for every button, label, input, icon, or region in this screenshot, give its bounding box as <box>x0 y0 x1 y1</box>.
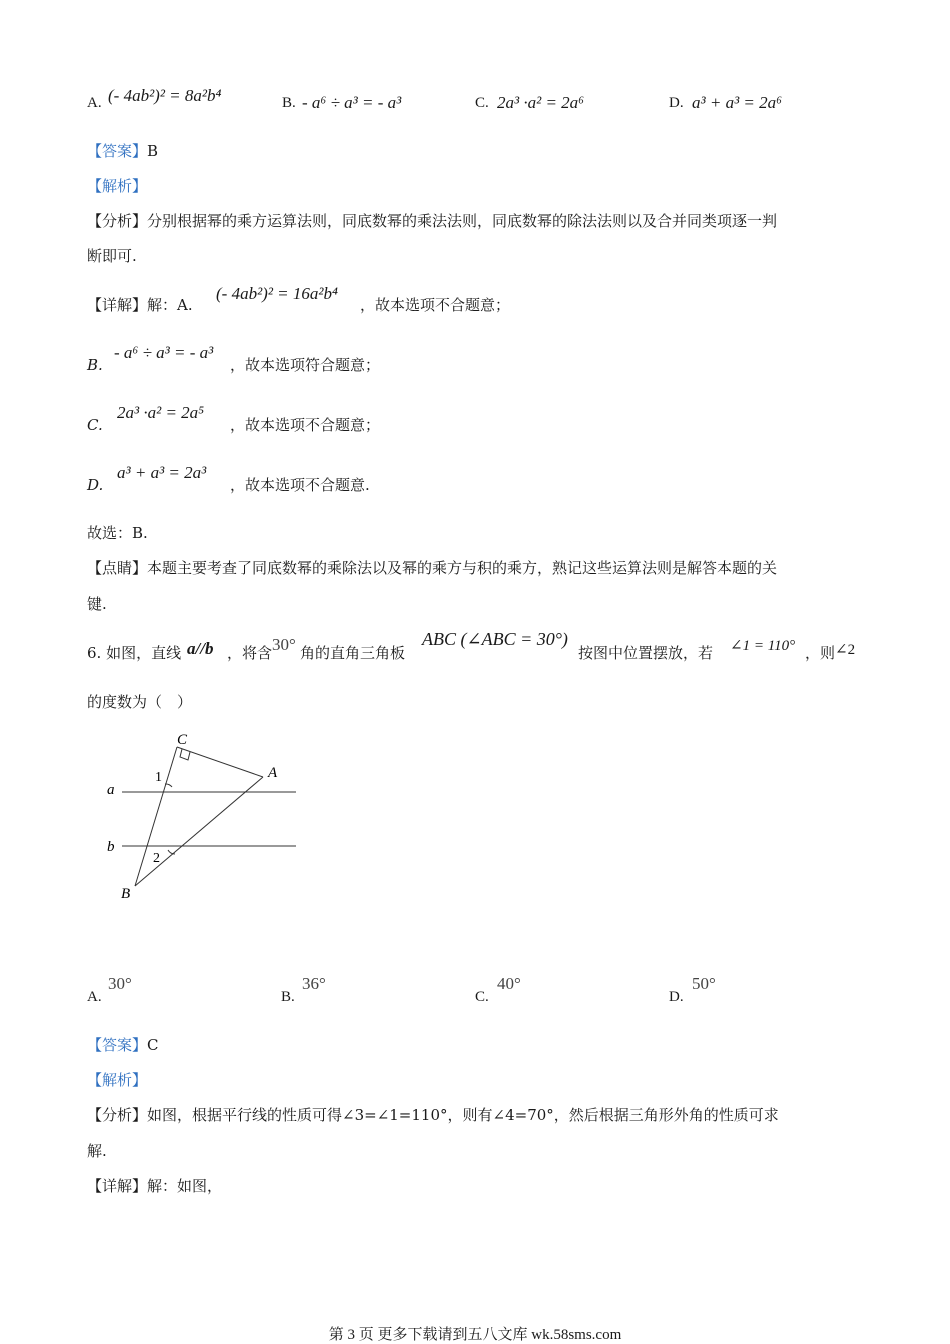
q6-option-d-letter: D. <box>669 989 684 1005</box>
answer-tag: 【答案】 <box>87 142 148 160</box>
label-angle-1: 1 <box>155 770 162 785</box>
detail-tag: 【详解】 <box>87 296 148 314</box>
q5-detail-c-expr: 2a³ ·a² = 2a⁵ <box>117 403 205 422</box>
q5-analysis-line2: 断即可. <box>87 247 137 265</box>
label-c: C <box>177 732 188 748</box>
q5-detail-b-text: ，故本选项符合题意； <box>230 356 381 374</box>
side-ca <box>177 747 263 777</box>
answer-tag: 【答案】 <box>87 1036 148 1054</box>
q6-option-a-letter: A. <box>87 989 102 1005</box>
q5-option-b-letter: B. <box>282 95 296 111</box>
q6-detail <box>87 1174 222 1198</box>
q6-stem-part1: 6. 如图，直线 <box>87 644 182 662</box>
answer-value: B <box>147 142 159 160</box>
q5-option-c-expr: 2a³ ·a² = 2a⁶ <box>497 93 585 112</box>
q6-stem-line2: 的度数为（ ） <box>87 693 193 711</box>
q6-answer <box>87 1033 159 1057</box>
q5-detail-b-expr: - a⁶ ÷ a³ = - a³ <box>114 343 214 362</box>
q5-option-a-letter: A. <box>87 95 102 111</box>
analysis-tag: 【分析】 <box>87 212 148 230</box>
q5-detail-d-text: ，故本选项不合题意. <box>230 476 370 494</box>
analysis-text: 分别根据幂的乘方运算法则，同底数幂的乘法法则，同底数幂的除法法则以及合并同类项逐一判 <box>147 212 778 230</box>
q6-stem-part2: ，将含 <box>227 644 273 662</box>
q5-option-d-expr: a³ + a³ = 2a⁶ <box>692 93 783 112</box>
q5-detail-c-letter: C. <box>87 416 103 434</box>
q5-option-d-letter: D. <box>669 95 684 111</box>
comment-tag: 【点睛】 <box>87 559 148 577</box>
q5-detail-d-expr: a³ + a³ = 2a³ <box>117 463 207 482</box>
q6-option-b-letter: B. <box>281 989 295 1005</box>
q6-stem-abc: ABC (∠ABC = 30°) <box>422 629 568 649</box>
page-footer: 第 3 页 更多下载请到五八文库 wk.58sms.com <box>328 1327 622 1343</box>
q6-stem-angle2: ∠2 <box>835 642 856 658</box>
comment-text: 本题主要考查了同底数幂的乘除法以及幂的乘方与积的乘方，熟记这些运算法则是解答本题的关 <box>147 559 778 577</box>
q6-stem-part3: 角的直角三角板 <box>300 644 406 662</box>
label-b-vertex: B <box>121 886 131 902</box>
label-angle-2: 2 <box>153 851 160 866</box>
label-line-a: a <box>107 782 115 798</box>
q6-option-c-letter: C. <box>475 989 489 1005</box>
q6-stem-part5: ，则 <box>805 644 836 662</box>
q5-option-b-expr: - a⁶ ÷ a³ = - a³ <box>302 93 402 112</box>
q6-jiexi-tag: 【解析】 <box>87 1071 148 1089</box>
q5-jiexi-tag: 【解析】 <box>87 177 148 195</box>
q5-option-a-expr: (- 4ab²)² = 8a²b⁴ <box>108 86 222 105</box>
analysis-tag: 【分析】 <box>87 1106 148 1124</box>
q6-analysis <box>87 1103 779 1127</box>
q6-option-d-value: 50° <box>692 974 716 993</box>
q5-detail-a-expr: (- 4ab²)² = 16a²b⁴ <box>216 284 338 303</box>
q6-stem-angle1: ∠1 = 110° <box>730 638 796 654</box>
side-ab <box>135 777 263 886</box>
q6-option-b-value: 36° <box>302 974 326 993</box>
angle-1-arc <box>165 784 172 787</box>
detail-text: 解：如图， <box>147 1177 223 1195</box>
analysis-text: 如图，根据平行线的性质可得∠3=∠1=110°，则有∠4=70°，然后根据三角形外角的性质可求 <box>147 1106 779 1124</box>
q5-option-c-letter: C. <box>475 95 489 111</box>
q5-detail-a-text: ，故本选项不合题意； <box>360 296 511 314</box>
detail-prefix: 解：A. <box>147 296 193 314</box>
q5-detail-c-text: ，故本选项不合题意； <box>230 416 381 434</box>
q6-analysis-line2: 解. <box>87 1142 107 1160</box>
q5-comment-line2: 键. <box>87 595 107 613</box>
q5-detail-d-letter: D. <box>87 476 104 494</box>
label-a-vertex: A <box>268 765 278 781</box>
detail-tag: 【详解】 <box>87 1177 148 1195</box>
q6-stem-part4: 按图中位置摆放，若 <box>578 644 714 662</box>
q5-choose: 故选：B. <box>87 524 148 542</box>
q6-stem-30: 30° <box>272 635 296 654</box>
q5-detail-b-letter: B. <box>87 356 103 374</box>
q6-option-a-value: 30° <box>108 974 132 993</box>
q6-stem-parallel: a//b <box>187 639 214 658</box>
answer-value: C <box>147 1036 159 1054</box>
label-line-b: b <box>107 839 115 855</box>
q6-option-c-value: 40° <box>497 974 521 993</box>
